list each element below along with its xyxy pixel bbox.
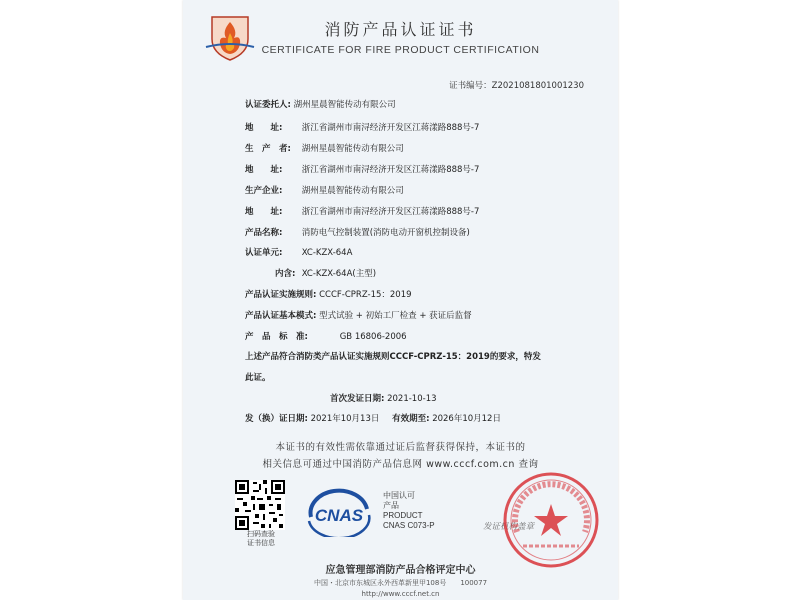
expiry-label: 有效期至: [392, 414, 430, 424]
expiry-value: 2026年10月12日 [432, 414, 501, 424]
conformity-statement-end: 此证。 [245, 373, 271, 383]
field-producer [245, 142, 404, 154]
official-seal-icon [501, 470, 601, 570]
field-label: 生 产 者: [245, 144, 291, 154]
issuer-address: 中国・北京市东城区永外西革新里甲108号 100077 [313, 579, 488, 587]
field-value: 浙江省湖州市南浔经济开发区江蒋漾路888号-7 [301, 123, 480, 133]
field-product-name [245, 226, 470, 238]
conformity-statement: 上述产品符合消防类产品认证实施规则CCCF-CPRZ-15：2019的要求，特发 [245, 352, 541, 362]
field-label: 地 址: [245, 207, 283, 217]
issuer-website: http://www.cccf.net.cn [361, 590, 440, 598]
field-label: 地 址: [245, 123, 283, 133]
issuing-authority: 应急管理部消防产品合格评定中心 [325, 565, 476, 576]
field-client [245, 98, 396, 110]
field-value: 湖州星晨智能传动有限公司 [293, 100, 396, 110]
reissue-date [245, 412, 501, 424]
field-label: 地 址: [245, 165, 283, 175]
certificate-number: 证书编号：Z2021081801001230 [449, 81, 584, 91]
field-value: 湖州星晨智能传动有限公司 [301, 186, 404, 196]
field-certification-mode [245, 309, 472, 321]
field-value: XC-KZX-64A [301, 248, 353, 258]
field-value: 2021年10月13日 [310, 414, 380, 424]
field-label: 认证委托人: [245, 100, 291, 110]
certificate [183, 0, 618, 600]
field-label: 发（换）证日期: [245, 414, 308, 424]
field-client-address [245, 121, 479, 133]
first-issue-date [330, 392, 437, 404]
validity-notice-query: 相关信息可通过中国消防产品信息网 www.cccf.com.cn 查询 [262, 459, 539, 470]
field-value: XC-KZX-64A(主型) [301, 269, 377, 279]
field-value: 浙江省湖州市南浔经济开发区江蒋漾路888号-7 [301, 165, 480, 175]
field-label: 首次发证日期: [330, 394, 385, 404]
field-label: 产 品 标 准: [245, 332, 308, 342]
field-value: 消防电气控制装置(消防电动开窗机控制设备) [301, 228, 470, 238]
field-producer-address [245, 163, 479, 175]
field-label: 产品名称: [245, 228, 283, 238]
qr-code-icon [235, 480, 285, 530]
field-label: 产品认证基本模式: [245, 311, 317, 321]
field-manufacturer-address [245, 205, 479, 217]
field-manufacturer [245, 184, 404, 196]
field-value: 湖州星晨智能传动有限公司 [301, 144, 404, 154]
field-contains [275, 267, 376, 279]
cnas-accreditation-info: 中国认可 产品 PRODUCT CNAS C073-P [383, 491, 435, 530]
certificate-title-english: CERTIFICATE FOR FIRE PRODUCT CERTIFICATION [261, 44, 540, 56]
field-label: 内含: [275, 269, 296, 279]
cnas-logo-text: CNAS [314, 506, 364, 525]
field-label: 产品认证实施规则: [245, 290, 317, 300]
field-value: 型式试验 + 初始工厂检查 + 获证后监督 [319, 311, 472, 321]
field-certification-unit [245, 246, 352, 258]
field-value: 浙江省湖州市南浔经济开发区江蒋漾路888号-7 [301, 207, 480, 217]
signature-text: 发证机构盖章 [483, 522, 535, 532]
field-product-standard [245, 330, 407, 342]
field-implementation-rules [245, 288, 412, 300]
field-value: 2021-10-13 [387, 394, 437, 404]
field-value: CCCF-CPRZ-15：2019 [319, 290, 412, 300]
field-label: 认证单元: [245, 248, 283, 258]
field-value: GB 16806-2006 [339, 332, 407, 342]
field-label: 生产企业: [245, 186, 283, 196]
certificate-title: 消防产品认证证书 [324, 20, 477, 39]
validity-notice: 本证书的有效性需依靠通过证后监督获得保持，本证书的 [275, 442, 526, 453]
cnas-logo-icon [303, 487, 375, 537]
qr-caption: 扫码查验 证书信息 [247, 530, 275, 547]
